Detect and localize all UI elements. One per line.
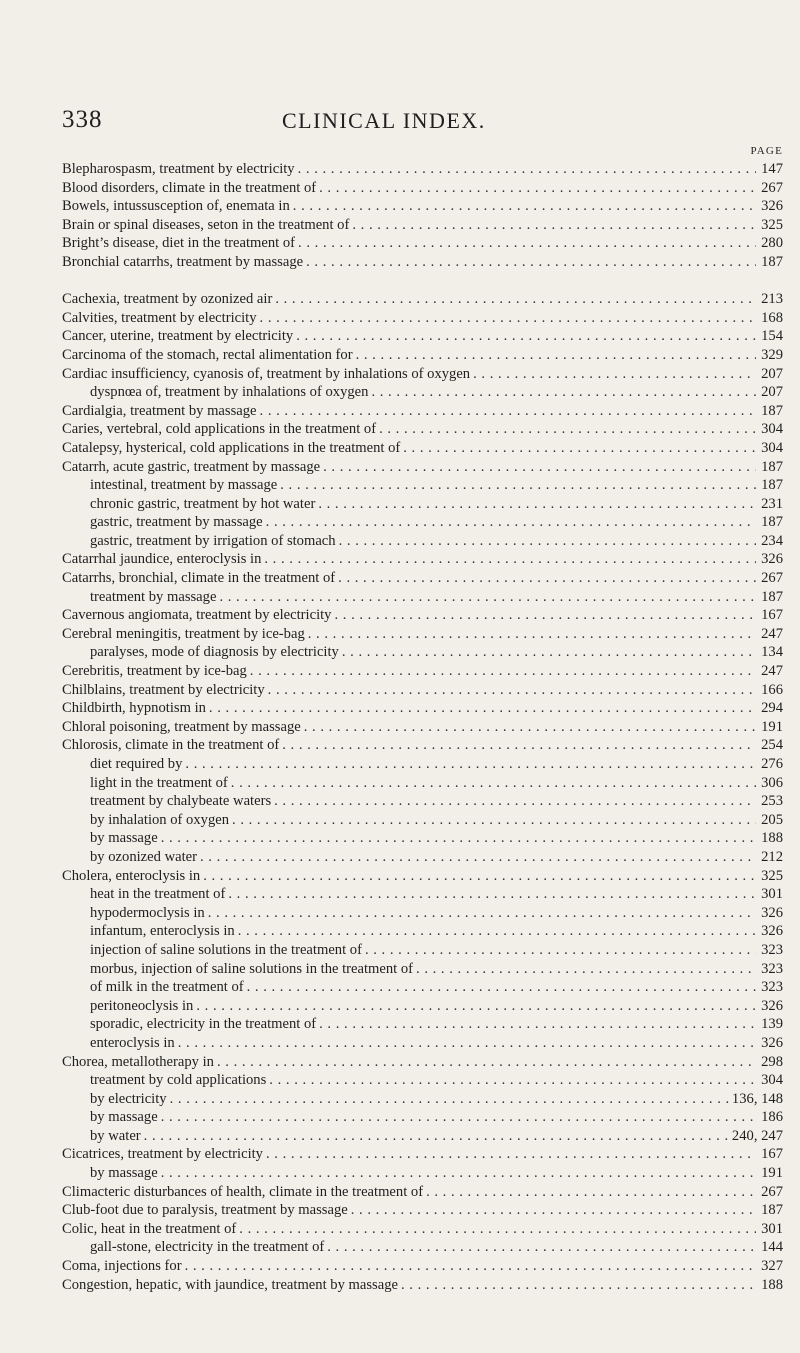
dot-leader xyxy=(196,997,756,1016)
dot-leader xyxy=(282,736,756,755)
index-subentry xyxy=(62,997,783,1016)
entry-page: 234 xyxy=(761,532,783,549)
entry-page: 187 xyxy=(761,253,783,270)
entry-page: 276 xyxy=(761,756,783,772)
entry-page: 323 xyxy=(761,941,783,958)
index-subentry xyxy=(62,904,783,923)
index-group xyxy=(62,290,783,1294)
entry-text: injection of saline solutions in the treatment of xyxy=(90,941,362,958)
index-entry xyxy=(62,681,783,700)
entry-page: 213 xyxy=(761,291,783,308)
dot-leader xyxy=(426,1183,756,1202)
dot-leader xyxy=(228,885,756,904)
entry-page: 187 xyxy=(761,458,783,475)
entry-page: 247 xyxy=(761,663,783,680)
entry-text: Chorea, metallotherapy in xyxy=(62,1053,214,1070)
entry-text: Brain or spinal diseases, seton in the treatment of xyxy=(62,216,350,233)
index-entry xyxy=(62,420,783,439)
index-entry xyxy=(62,699,783,718)
entry-page: 207 xyxy=(761,365,783,382)
dot-leader xyxy=(269,1071,756,1090)
entry-text: sporadic, electricity in the treatment of xyxy=(90,1016,317,1033)
index-subentry xyxy=(62,941,783,960)
entry-text: enteroclysis in xyxy=(90,1034,175,1051)
index-entry xyxy=(62,718,783,737)
index-entry xyxy=(62,1183,783,1202)
entry-page: 147 xyxy=(761,161,783,177)
entry-text: Cancer, uterine, treatment by electricity xyxy=(62,328,294,345)
dot-leader xyxy=(238,922,756,941)
entry-text: Coma, injections for xyxy=(62,1258,182,1275)
dot-leader xyxy=(232,811,756,830)
entry-page: 326 xyxy=(761,198,783,215)
entry-text: gastric, treatment by irrigation of stomach xyxy=(90,532,336,549)
dot-leader xyxy=(161,1164,756,1183)
index-subentry xyxy=(62,643,783,662)
entry-page: 280 xyxy=(761,235,783,252)
entry-page: 304 xyxy=(761,421,783,438)
entry-page: 186 xyxy=(761,1109,783,1126)
index-entry xyxy=(62,736,783,755)
dot-leader xyxy=(275,290,756,309)
entry-text: Chlorosis, climate in the treatment of xyxy=(62,737,280,754)
index-group xyxy=(62,160,783,272)
dot-leader xyxy=(203,867,756,886)
running-head: CLINICAL INDEX. xyxy=(282,108,486,133)
index-entry xyxy=(62,569,783,588)
dot-leader xyxy=(260,309,756,328)
entry-text: of milk in the treatment of xyxy=(90,979,244,996)
dot-leader xyxy=(416,960,756,979)
dot-leader xyxy=(239,1220,756,1239)
index-entry xyxy=(62,550,783,569)
entry-page: 298 xyxy=(761,1053,783,1070)
entry-page: 301 xyxy=(761,886,783,903)
index-entry xyxy=(62,216,783,235)
dot-leader xyxy=(293,197,756,216)
entry-text: Chloral poisoning, treatment by massage xyxy=(62,718,301,735)
entry-text: hypodermoclysis in xyxy=(90,904,205,921)
entry-text: Carcinoma of the stomach, rectal alimentation for xyxy=(62,346,353,363)
entry-page: 139 xyxy=(761,1016,783,1033)
index-entry xyxy=(62,253,783,272)
page-number: 338 xyxy=(62,106,103,133)
index-entry xyxy=(62,197,783,216)
dot-leader xyxy=(339,532,756,551)
dot-leader xyxy=(371,383,756,402)
entry-text: Blepharospasm, treatment by electricity xyxy=(62,161,295,177)
entry-text: Childbirth, hypnotism in xyxy=(62,700,206,717)
index-entry xyxy=(62,662,783,681)
entry-page: 187 xyxy=(761,402,783,419)
dot-leader xyxy=(266,513,756,532)
entry-page: 329 xyxy=(761,346,783,363)
dot-leader xyxy=(264,550,756,569)
dot-leader xyxy=(473,365,756,384)
dot-leader xyxy=(334,606,756,625)
entry-page: 247 xyxy=(761,625,783,642)
entry-page: 168 xyxy=(761,309,783,326)
entry-page: 188 xyxy=(761,1276,783,1293)
entry-page: 304 xyxy=(761,1072,783,1089)
entry-page: 166 xyxy=(761,681,783,698)
dot-leader xyxy=(338,569,756,588)
dot-leader xyxy=(356,346,756,365)
dot-leader xyxy=(178,1034,756,1053)
index-subentry xyxy=(62,1090,783,1109)
entry-page: 191 xyxy=(761,1165,783,1182)
index-subentry xyxy=(62,978,783,997)
entry-text: Colic, heat in the treatment of xyxy=(62,1220,237,1237)
index-subentry xyxy=(62,1238,783,1257)
dot-leader xyxy=(209,699,756,718)
dot-leader xyxy=(250,662,756,681)
entry-text: heat in the treatment of xyxy=(90,886,226,903)
entry-text: Bronchial catarrhs, treatment by massage xyxy=(62,253,304,270)
entry-text: diet required by xyxy=(90,756,183,772)
index-entry xyxy=(62,1201,783,1220)
dot-leader xyxy=(319,1015,756,1034)
entry-text: Bright’s disease, diet in the treatment of xyxy=(62,235,296,252)
entry-text: treatment by massage xyxy=(90,588,217,605)
entry-text: intestinal, treatment by massage xyxy=(90,477,278,494)
entry-page: 267 xyxy=(761,179,783,196)
index-subentry xyxy=(62,476,783,495)
entry-page: 327 xyxy=(761,1258,783,1275)
entry-text: treatment by chalybeate waters xyxy=(90,793,272,810)
entry-text: by massage xyxy=(90,1109,158,1126)
entry-page: 326 xyxy=(761,551,783,568)
index-entry xyxy=(62,1220,783,1239)
entry-text: morbus, injection of saline solutions in the treatment of xyxy=(90,960,414,977)
entry-text: by electricity xyxy=(90,1090,167,1107)
index-subentry xyxy=(62,383,783,402)
index-entry xyxy=(62,458,783,477)
entry-text: Catarrhal jaundice, enteroclysis in xyxy=(62,551,262,568)
entry-text: Cerebritis, treatment by ice-bag xyxy=(62,663,247,680)
index-entry xyxy=(62,1257,783,1276)
dot-leader xyxy=(247,978,756,997)
entry-page: 267 xyxy=(761,570,783,587)
entry-page: 188 xyxy=(761,830,783,847)
entry-text: Calvities, treatment by electricity xyxy=(62,309,257,326)
index-subentry xyxy=(62,848,783,867)
dot-leader xyxy=(185,1257,756,1276)
entry-text: by water xyxy=(90,1127,141,1144)
entry-text: paralyses, mode of diagnosis by electricity xyxy=(90,644,339,661)
dot-leader xyxy=(379,420,756,439)
entry-text: infantum, enteroclysis in xyxy=(90,923,235,940)
entry-page: 212 xyxy=(761,848,783,865)
index-entry xyxy=(62,1276,783,1295)
entry-page: 325 xyxy=(761,867,783,884)
entry-text: Catarrh, acute gastric, treatment by massage xyxy=(62,458,321,475)
dot-leader xyxy=(185,755,756,774)
dot-leader xyxy=(401,1276,756,1295)
dot-leader xyxy=(351,1201,756,1220)
entry-page: 167 xyxy=(761,1146,783,1163)
entry-page: 134 xyxy=(761,644,783,661)
entry-page: 154 xyxy=(761,328,783,345)
index-entry xyxy=(62,160,783,179)
index-subentry xyxy=(62,532,783,551)
entry-page: 205 xyxy=(761,811,783,828)
dot-leader xyxy=(365,941,756,960)
entry-page: 187 xyxy=(761,477,783,494)
dot-leader xyxy=(274,792,756,811)
index-subentry xyxy=(62,922,783,941)
entry-page: 187 xyxy=(761,1202,783,1219)
dot-leader xyxy=(298,234,756,253)
index-entry xyxy=(62,867,783,886)
entry-text: by massage xyxy=(90,830,158,847)
entry-text: Caries, vertebral, cold applications in the treatment of xyxy=(62,421,377,438)
dot-leader xyxy=(208,904,756,923)
index-subentry xyxy=(62,792,783,811)
dot-leader xyxy=(318,495,756,514)
page-column-label: PAGE xyxy=(750,145,783,157)
entry-text: Cholera, enteroclysis in xyxy=(62,867,201,884)
index-entry xyxy=(62,327,783,346)
entry-text: Club-foot due to paralysis, treatment by massage xyxy=(62,1202,348,1219)
dot-leader xyxy=(170,1090,729,1109)
index-entry xyxy=(62,625,783,644)
entry-page: 326 xyxy=(761,997,783,1014)
entry-page: 304 xyxy=(761,439,783,456)
entry-text: Cavernous angiomata, treatment by electricity xyxy=(62,607,332,624)
entry-page: 326 xyxy=(761,904,783,921)
index-subentry xyxy=(62,1127,783,1146)
entry-text: Congestion, hepatic, with jaundice, treatment by massage xyxy=(62,1276,398,1293)
entry-text: Catarrhs, bronchial, climate in the treatment of xyxy=(62,570,336,587)
index-subentry xyxy=(62,1108,783,1127)
entry-text: gall-stone, electricity in the treatment of xyxy=(90,1239,325,1256)
index-entry xyxy=(62,179,783,198)
entry-text: Chilblains, treatment by electricity xyxy=(62,681,265,698)
index-subentry xyxy=(62,829,783,848)
dot-leader xyxy=(323,458,756,477)
index-entry xyxy=(62,606,783,625)
index-entry xyxy=(62,346,783,365)
dot-leader xyxy=(144,1127,729,1146)
entry-text: chronic gastric, treatment by hot water xyxy=(90,495,316,512)
index-entry xyxy=(62,365,783,384)
dot-leader xyxy=(217,1053,756,1072)
dot-leader xyxy=(266,1145,756,1164)
index-subentry xyxy=(62,1071,783,1090)
index-entry xyxy=(62,1053,783,1072)
entry-page: 254 xyxy=(761,737,783,754)
entry-text: dyspnœa of, treatment by inhalations of oxygen xyxy=(90,384,369,401)
dot-leader xyxy=(200,848,756,867)
entry-text: peritoneoclysis in xyxy=(90,997,194,1014)
index-subentry xyxy=(62,513,783,532)
entry-text: Cardialgia, treatment by massage xyxy=(62,402,257,419)
entry-page: 323 xyxy=(761,979,783,996)
dot-leader xyxy=(327,1238,756,1257)
index-entry xyxy=(62,1145,783,1164)
dot-leader xyxy=(260,402,756,421)
entry-page: 323 xyxy=(761,960,783,977)
dot-leader xyxy=(342,643,756,662)
index-body xyxy=(62,160,783,1313)
entry-page: 191 xyxy=(761,718,783,735)
entry-text: by massage xyxy=(90,1165,158,1182)
index-subentry xyxy=(62,755,783,774)
entry-text: Cerebral meningitis, treatment by ice-bag xyxy=(62,625,305,642)
entry-page: 167 xyxy=(761,607,783,624)
entry-page: 326 xyxy=(761,923,783,940)
index-subentry xyxy=(62,885,783,904)
entry-text: by inhalation of oxygen xyxy=(90,811,230,828)
entry-page: 325 xyxy=(761,216,783,233)
index-subentry xyxy=(62,1034,783,1053)
dot-leader xyxy=(161,1108,756,1127)
entry-page: 187 xyxy=(761,588,783,605)
entry-page: 267 xyxy=(761,1183,783,1200)
entry-text: light in the treatment of xyxy=(90,774,228,791)
dot-leader xyxy=(296,327,756,346)
entry-text: Climacteric disturbances of health, climate in the treatment of xyxy=(62,1183,424,1200)
index-subentry xyxy=(62,495,783,514)
dot-leader xyxy=(403,439,756,458)
dot-leader xyxy=(306,253,756,272)
entry-page: 187 xyxy=(761,514,783,531)
entry-page: 294 xyxy=(761,700,783,717)
entry-text: treatment by cold applications xyxy=(90,1072,267,1089)
entry-page: 231 xyxy=(761,495,783,512)
index-entry xyxy=(62,234,783,253)
dot-leader xyxy=(304,718,756,737)
entry-text: Cachexia, treatment by ozonized air xyxy=(62,291,273,308)
index-subentry xyxy=(62,774,783,793)
dot-leader xyxy=(298,160,756,179)
entry-page: 253 xyxy=(761,793,783,810)
index-entry xyxy=(62,439,783,458)
dot-leader xyxy=(308,625,756,644)
dot-leader xyxy=(219,588,756,607)
dot-leader xyxy=(280,476,756,495)
entry-page: 207 xyxy=(761,384,783,401)
entry-page: 240, 247 xyxy=(731,1127,783,1144)
index-subentry xyxy=(62,960,783,979)
dot-leader xyxy=(352,216,756,235)
entry-text: by ozonized water xyxy=(90,848,197,865)
entry-text: gastric, treatment by massage xyxy=(90,514,263,531)
entry-text: Blood disorders, climate in the treatment of xyxy=(62,179,317,196)
entry-page: 136, 148 xyxy=(731,1090,783,1107)
index-subentry xyxy=(62,588,783,607)
entry-text: Cardiac insufficiency, cyanosis of, treatment by inhalations of oxygen xyxy=(62,365,471,382)
index-entry xyxy=(62,290,783,309)
index-subentry xyxy=(62,811,783,830)
entry-page: 326 xyxy=(761,1034,783,1051)
index-subentry xyxy=(62,1015,783,1034)
dot-leader xyxy=(268,681,756,700)
index-entry xyxy=(62,402,783,421)
entry-page: 144 xyxy=(761,1239,783,1256)
index-entry xyxy=(62,309,783,328)
entry-text: Bowels, intussusception of, enemata in xyxy=(62,198,290,215)
dot-leader xyxy=(161,829,756,848)
entry-text: Cicatrices, treatment by electricity xyxy=(62,1146,263,1163)
index-subentry xyxy=(62,1164,783,1183)
dot-leader xyxy=(231,774,756,793)
entry-page: 306 xyxy=(761,774,783,791)
dot-leader xyxy=(319,179,756,198)
entry-text: Catalepsy, hysterical, cold applications in the treatment of xyxy=(62,439,401,456)
entry-page: 301 xyxy=(761,1220,783,1237)
